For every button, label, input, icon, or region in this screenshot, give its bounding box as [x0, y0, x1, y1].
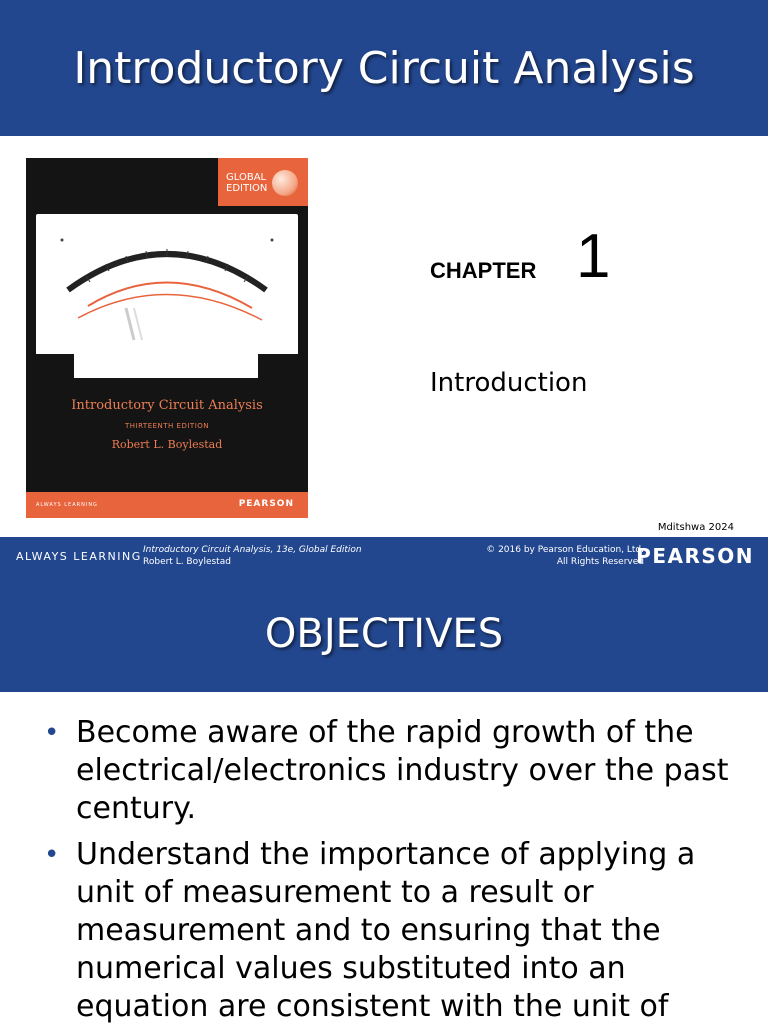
- bullet-icon: •: [44, 718, 60, 748]
- cover-title: Introductory Circuit Analysis: [71, 398, 263, 413]
- objectives-title: OBJECTIVES: [264, 610, 504, 657]
- objective-text: Become aware of the rapid growth of the electrical/electronics industry over the past century.: [76, 715, 729, 826]
- objectives-list: [44, 714, 734, 1024]
- chapter-number: 1: [576, 222, 611, 291]
- footer-copyright: © 2016 by Pearson Education, Ltd.: [486, 545, 644, 555]
- objectives-slide: [0, 575, 768, 1024]
- slide-footer: [0, 537, 768, 575]
- cover-footer: [26, 492, 308, 518]
- chapter-label: CHAPTER: [430, 258, 537, 283]
- footer-rights: All Rights Reserved: [556, 557, 644, 567]
- credit-text: Mditshwa 2024: [657, 522, 734, 533]
- cover-edition: THIRTEENTH EDITION: [124, 422, 210, 430]
- edition-line-1: GLOBAL: [226, 172, 267, 183]
- objectives-title-bar: [0, 575, 768, 692]
- always-learning-text: ALWAYS LEARNING: [16, 550, 142, 563]
- globe-icon: [272, 170, 298, 196]
- cover-always-learning: ALWAYS LEARNING: [36, 502, 98, 508]
- slide-title: Introductory Circuit Analysis: [73, 42, 695, 94]
- pearson-logo: PEARSON: [636, 544, 754, 568]
- list-item: [44, 836, 734, 1024]
- edition-line-2: EDITION: [226, 183, 268, 194]
- cover-author: Robert L. Boylestad: [111, 438, 223, 451]
- chapter-title: Introduction: [430, 368, 588, 398]
- book-cover: [26, 158, 308, 518]
- footer-book-title: Introductory Circuit Analysis, 13e, Global Edition: [143, 545, 362, 555]
- objective-text: Understand the importance of applying a unit of measurement to a result or measurement and to ensuring that the numerical values substituted into an equation are consistent with the unit of: [76, 837, 696, 1024]
- title-bar: [0, 0, 768, 136]
- cover-pearson-logo: PEARSON: [238, 499, 294, 509]
- list-item: [44, 714, 734, 828]
- bullet-icon: •: [44, 840, 60, 870]
- footer-author: Robert L. Boylestad: [143, 557, 231, 567]
- meter-illustration: [26, 158, 308, 518]
